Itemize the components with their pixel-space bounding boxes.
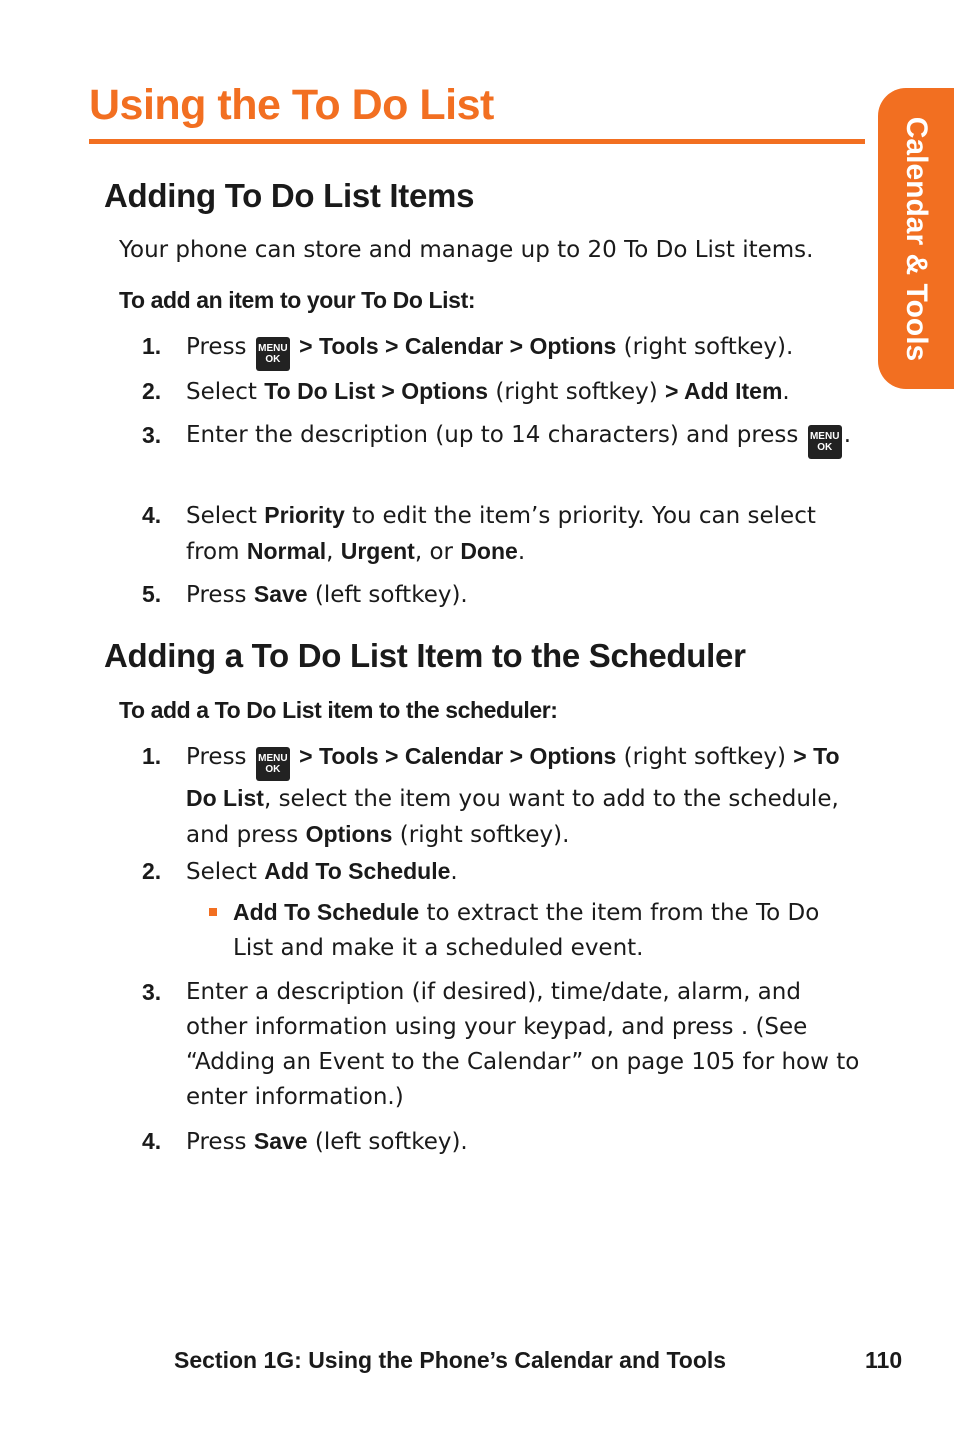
- step-item: [142, 975, 866, 1115]
- step-item: 4. Select Priority to edit the item’s priority. You can select from Normal, Urgent, or Done.: [186, 498, 866, 570]
- menu-path: > Tools > Calendar > Options: [299, 743, 617, 769]
- step-item: 2. Select Add To Schedule.: [186, 854, 866, 890]
- title-rule: [89, 139, 865, 144]
- option-name: Done: [460, 538, 518, 564]
- step-item: [142, 1124, 866, 1160]
- option-name: Urgent: [340, 538, 415, 564]
- step-number: 1.: [142, 333, 162, 359]
- step-text: (right softkey).: [623, 334, 794, 360]
- step-text: to edit the item’s priority. You can select from: [186, 503, 816, 565]
- bullet-square-icon: [209, 908, 217, 916]
- step-item: [142, 577, 866, 613]
- intro-text: Your phone can store and manage up to 20 To Do List items.: [119, 237, 814, 263]
- softkey-name: Save: [253, 581, 308, 607]
- step-text: Select: [186, 379, 257, 405]
- step-number: 2.: [142, 378, 162, 404]
- footer-section-title: Section 1G: Using the Phone’s Calendar and Tools: [174, 1347, 727, 1373]
- menu-ok-key-icon: MENU OK: [808, 425, 842, 459]
- step-item: 1. Press MENU OK > Tools > Calendar > Options (right softkey) > To Do List, select the item you want to add to the schedule, and press Options (right softkey).: [186, 739, 866, 853]
- step-number: 5.: [142, 581, 162, 607]
- step-text: Press: [186, 1129, 247, 1155]
- option-name: Normal: [246, 538, 327, 564]
- softkey-name: Options: [305, 821, 393, 847]
- option-name: Add To Schedule: [264, 858, 451, 884]
- section-heading-adding-items: Adding To Do List Items: [104, 177, 475, 214]
- step-text: Enter the description (up to 14 characters) and press: [186, 422, 799, 448]
- procedure-lead: To add an item to your To Do List:: [119, 287, 476, 313]
- bullet-text: to extract the item from the To Do List and make it a scheduled event.: [233, 900, 820, 961]
- step-text: Select: [186, 859, 257, 885]
- side-tab-label: Calendar & Tools: [900, 116, 933, 361]
- softkey-name: Save: [253, 1128, 308, 1154]
- section-heading-scheduler: Adding a To Do List Item to the Scheduler: [104, 637, 746, 674]
- step-text: (left softkey).: [314, 1129, 468, 1155]
- option-name: Priority: [264, 502, 345, 528]
- menu-path: To Do List > Options: [264, 378, 489, 404]
- sub-bullet-item: [233, 895, 863, 966]
- step-number: 4.: [142, 1128, 162, 1154]
- step-text: (left softkey).: [314, 582, 468, 608]
- menu-ok-key-icon: MENU OK: [256, 747, 290, 781]
- step-item: 3. Enter the description (up to 14 characters) and press MENU OK .: [186, 418, 866, 459]
- step-text: Select: [186, 503, 257, 529]
- page-number: 110: [865, 1347, 903, 1373]
- step-number: 1.: [142, 743, 162, 769]
- page-title: Using the To Do List: [89, 81, 494, 129]
- step-text: (right softkey): [623, 744, 786, 770]
- step-text: (right softkey).: [399, 822, 570, 848]
- step-item: 2. Select To Do List > Options (right softkey) > Add Item.: [186, 374, 866, 410]
- step-text: (right softkey): [495, 379, 658, 405]
- section-side-tab: [878, 88, 954, 389]
- option-name: Add To Schedule: [233, 899, 420, 925]
- menu-path: > Tools > Calendar > Options: [299, 333, 617, 359]
- menu-ok-key-icon: MENU OK: [256, 337, 290, 371]
- step-number: 3.: [142, 979, 162, 1005]
- step-number: 2.: [142, 858, 162, 884]
- menu-path: > To Do List: [186, 743, 840, 811]
- step-number: 3.: [142, 422, 162, 448]
- step-text: Press: [186, 582, 247, 608]
- step-number: 4.: [142, 502, 162, 528]
- step-text: Press: [186, 334, 247, 360]
- step-text: Enter a description (if desired), time/date, alarm, and other information using your keypad, and press . (See “Adding an Event to the Calendar” on page 105 for how to enter information.): [186, 979, 860, 1110]
- step-text: Press: [186, 744, 247, 770]
- procedure-lead: To add a To Do List item to the scheduler:: [119, 697, 558, 723]
- menu-path: > Add Item: [665, 378, 783, 404]
- step-item: [142, 329, 866, 371]
